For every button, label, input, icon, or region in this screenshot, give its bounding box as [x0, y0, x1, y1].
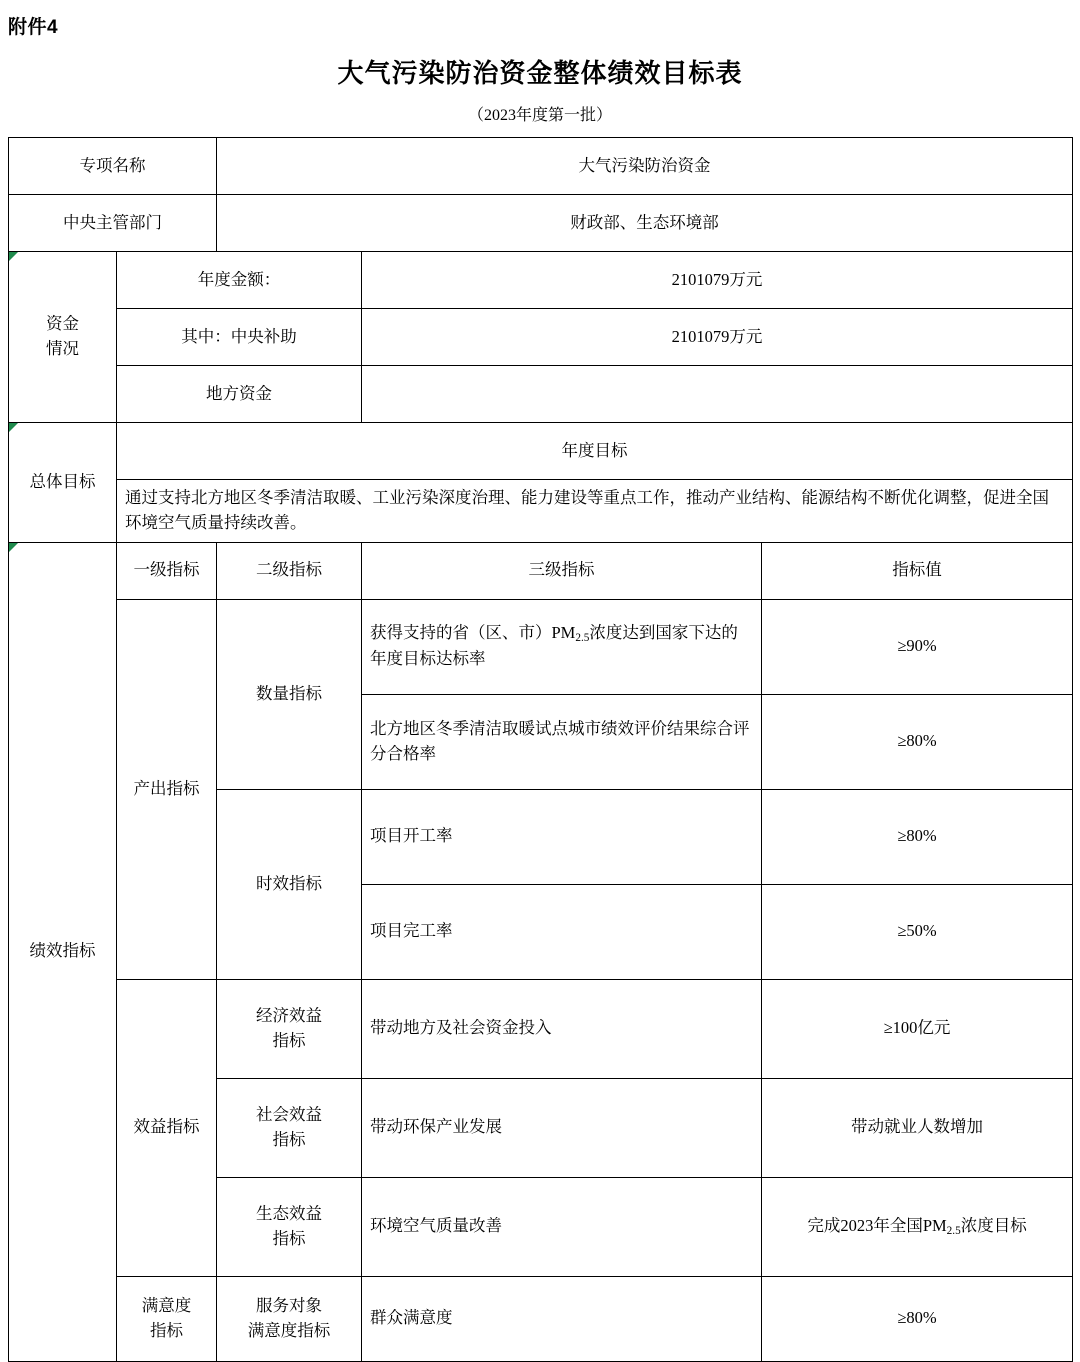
annual-amount-value: 2101079万元 — [362, 252, 1073, 309]
level2-label-line2: 指标 — [272, 1129, 306, 1149]
level2-label-line1: 经济效益 — [256, 1005, 322, 1025]
local-fund-value — [362, 366, 1073, 423]
table-row-department — [9, 195, 1073, 252]
level2-social-benefit — [217, 1078, 362, 1177]
level3-text-pre: 获得支持的省（区、市）PM — [370, 623, 576, 643]
performance-indicator-label: 绩效指标 — [9, 542, 117, 1361]
level2-quantity: 数量指标 — [217, 599, 362, 789]
table-row-annual-goal-header — [9, 423, 1073, 480]
header-level2: 二级指标 — [217, 542, 362, 599]
indicator-value: ≥90% — [762, 599, 1073, 694]
fund-situation-label-line1: 资金 — [46, 314, 79, 334]
indicator-value: ≥80% — [762, 1276, 1073, 1361]
table-row-indicator-headers — [9, 542, 1073, 599]
level2-label-line2: 指标 — [272, 1228, 306, 1248]
indicator-value: ≥100亿元 — [762, 979, 1073, 1078]
indicator-value: ≥80% — [762, 694, 1073, 789]
annual-goal-text: 通过支持北方地区冬季清洁取暖、工业污染深度治理、能力建设等重点工作，推动产业结构、能源结构不断优化调整，促进全国环境空气质量持续改善。 — [117, 480, 1073, 543]
level2-ecological-benefit — [217, 1177, 362, 1276]
level3-indicator: 北方地区冬季清洁取暖试点城市绩效评价结果综合评分合格率 — [362, 694, 762, 789]
annual-goal-header: 年度目标 — [117, 423, 1073, 480]
level2-label-line1: 生态效益 — [256, 1203, 322, 1223]
level3-indicator: 带动地方及社会资金投入 — [362, 979, 762, 1078]
local-fund-label: 地方资金 — [117, 366, 362, 423]
level1-satisfaction — [117, 1276, 217, 1361]
table-row-local-fund — [9, 366, 1073, 423]
page-title: 大气污染防治资金整体绩效目标表 — [337, 59, 743, 88]
header-level1: 一级指标 — [117, 542, 217, 599]
header-level3: 三级指标 — [362, 542, 762, 599]
level2-economic-benefit — [217, 979, 362, 1078]
level3-indicator: 项目完工率 — [362, 884, 762, 979]
level2-label-line1: 社会效益 — [256, 1104, 322, 1124]
annual-amount-label: 年度金额： — [117, 252, 362, 309]
level2-timeliness: 时效指标 — [217, 789, 362, 979]
table-row-special-name — [9, 138, 1073, 195]
table-row-annual-amount — [9, 252, 1073, 309]
level3-indicator: 环境空气质量改善 — [362, 1177, 762, 1276]
department-label: 中央主管部门 — [9, 195, 217, 252]
performance-goal-table — [8, 137, 1073, 1362]
department-value: 财政部、生态环境部 — [217, 195, 1073, 252]
level3-text-sub: 2.5 — [575, 632, 590, 645]
indicator-value-pre: 完成2023年全国PM — [807, 1215, 947, 1235]
table-row-annual-goal-text — [9, 480, 1073, 543]
level2-label-line1: 服务对象 — [256, 1295, 322, 1315]
central-subsidy-label: 其中：中央补助 — [117, 309, 362, 366]
level1-output: 产出指标 — [117, 599, 217, 979]
level1-benefit: 效益指标 — [117, 979, 217, 1276]
page-subtitle: （2023年度第一批） — [467, 107, 612, 124]
level2-label-line2: 满意度指标 — [247, 1320, 331, 1340]
indicator-value: ≥50% — [762, 884, 1073, 979]
indicator-value: ≥80% — [762, 789, 1073, 884]
level3-indicator — [362, 599, 762, 694]
indicator-value — [762, 1177, 1073, 1276]
overall-goal-label: 总体目标 — [9, 423, 117, 543]
indicator-value-sub: 2.5 — [946, 1224, 961, 1237]
special-name-value: 大气污染防治资金 — [217, 138, 1073, 195]
level3-indicator: 带动环保产业发展 — [362, 1078, 762, 1177]
fund-situation-label — [9, 252, 117, 423]
indicator-value-post: 浓度目标 — [960, 1215, 1027, 1235]
level1-label-line2: 指标 — [150, 1320, 183, 1340]
level2-service-satisfaction — [217, 1276, 362, 1361]
central-subsidy-value: 2101079万元 — [362, 309, 1073, 366]
fund-situation-label-line2: 情况 — [46, 339, 79, 358]
level3-text-post: 浓度达到国家下达的年度目标达标率 — [370, 623, 738, 668]
level3-indicator: 群众满意度 — [362, 1276, 762, 1361]
table-row-central-subsidy — [9, 309, 1073, 366]
table-row — [9, 599, 1073, 694]
header-value: 指标值 — [762, 542, 1073, 599]
level3-indicator: 项目开工率 — [362, 789, 762, 884]
indicator-value: 带动就业人数增加 — [762, 1078, 1073, 1177]
level1-label-line1: 满意度 — [141, 1295, 192, 1315]
attachment-label: 附件4 — [8, 17, 59, 38]
table-row — [9, 979, 1073, 1078]
table-row — [9, 1276, 1073, 1361]
level2-label-line2: 指标 — [272, 1030, 306, 1050]
special-name-label: 专项名称 — [9, 138, 217, 195]
